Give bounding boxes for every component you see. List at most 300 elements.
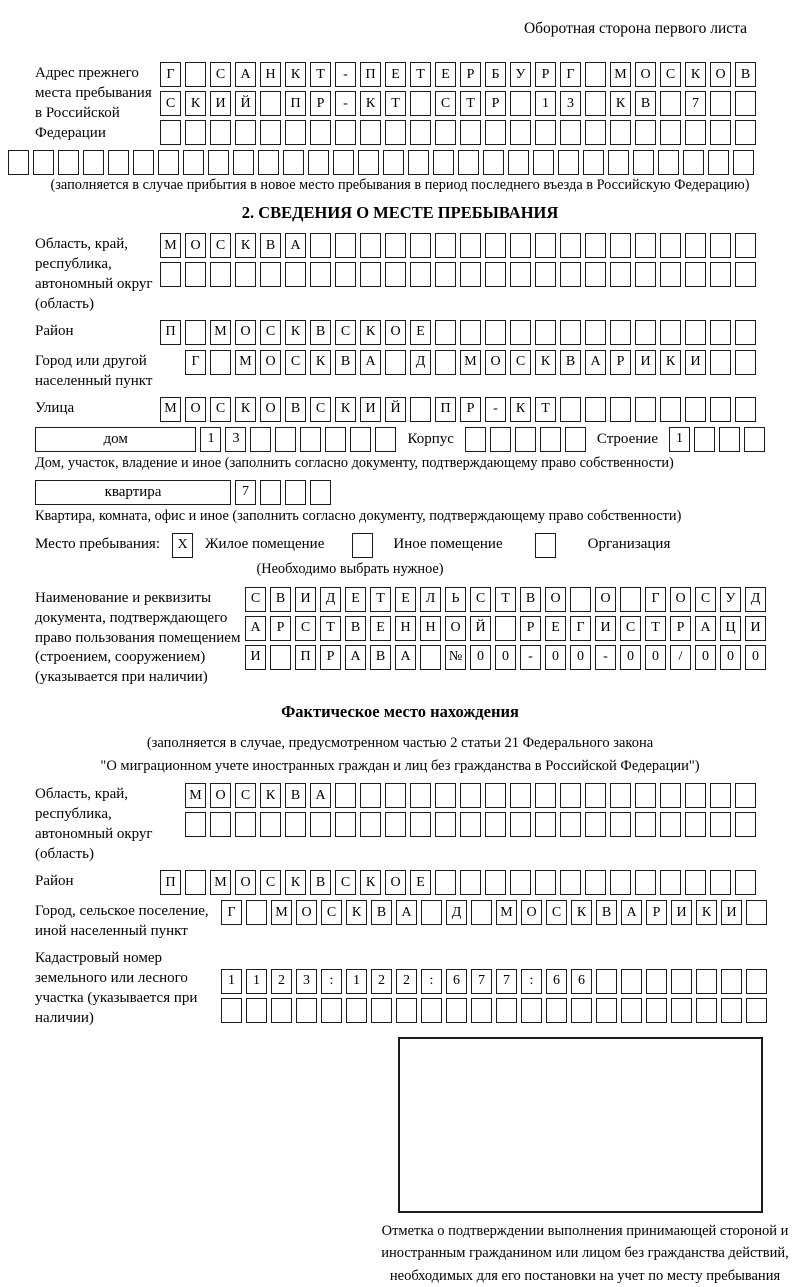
char-box — [385, 350, 406, 375]
char-box: И — [360, 397, 381, 422]
char-box — [510, 320, 531, 345]
char-box-row — [160, 120, 756, 145]
char-box: 2 — [271, 969, 292, 994]
char-box: О — [521, 900, 542, 925]
char-box: О — [635, 62, 656, 87]
char-box — [510, 262, 531, 287]
char-box — [383, 150, 404, 175]
char-box: И — [685, 350, 706, 375]
char-box — [460, 870, 481, 895]
char-box: 0 — [620, 645, 641, 670]
char-box: Г — [185, 350, 206, 375]
char-box: А — [360, 350, 381, 375]
char-box — [283, 150, 304, 175]
char-box: С — [470, 587, 491, 612]
char-box — [635, 262, 656, 287]
char-box-row — [160, 870, 756, 895]
char-box — [735, 783, 756, 808]
char-box — [360, 233, 381, 258]
char-box: С — [295, 616, 316, 641]
char-box: И — [635, 350, 656, 375]
char-box: Г — [221, 900, 242, 925]
char-box — [608, 150, 629, 175]
char-box — [296, 998, 317, 1023]
char-box: В — [285, 397, 306, 422]
char-box — [335, 233, 356, 258]
char-box — [685, 812, 706, 837]
char-box — [635, 320, 656, 345]
char-box — [560, 262, 581, 287]
char-box — [460, 233, 481, 258]
char-box: О — [235, 870, 256, 895]
char-box — [235, 262, 256, 287]
char-box: К — [360, 320, 381, 345]
char-box-row — [669, 427, 765, 452]
char-box: И — [721, 900, 742, 925]
char-box — [435, 233, 456, 258]
char-box: 7 — [235, 480, 256, 505]
char-box: Г — [560, 62, 581, 87]
char-box — [358, 150, 379, 175]
char-box: О — [185, 397, 206, 422]
char-box: К — [510, 397, 531, 422]
char-box — [710, 91, 731, 116]
char-box: О — [185, 233, 206, 258]
char-box: Т — [410, 62, 431, 87]
char-box: А — [695, 616, 716, 641]
char-box-row — [221, 998, 767, 1023]
char-box — [585, 783, 606, 808]
char-box — [210, 120, 231, 145]
char-box: К — [185, 91, 206, 116]
char-box — [310, 262, 331, 287]
char-box — [660, 812, 681, 837]
char-box: С — [260, 870, 281, 895]
char-box-row — [160, 233, 756, 258]
char-box — [735, 812, 756, 837]
char-box — [585, 62, 606, 87]
field-district — [35, 320, 765, 345]
char-box: С — [210, 397, 231, 422]
section3-note-line1: (заполняется в случае, предусмотренном частью 2 статьи 21 Федерального закона — [146, 735, 654, 752]
char-box — [710, 120, 731, 145]
char-box: № — [445, 645, 466, 670]
korpus-label: Корпус — [407, 430, 454, 447]
char-box — [710, 320, 731, 345]
char-box — [685, 320, 706, 345]
char-box-row — [160, 262, 756, 287]
char-box: И — [295, 587, 316, 612]
char-box: В — [560, 350, 581, 375]
field-street — [35, 397, 765, 422]
prev-address-caption: (заполняется в случае прибытия в новое место пребывания в период последнего въезда в Российскую Федерацию) — [50, 177, 750, 193]
char-box — [496, 998, 517, 1023]
char-box — [396, 998, 417, 1023]
char-box: / — [670, 645, 691, 670]
char-box — [435, 350, 456, 375]
char-box — [385, 120, 406, 145]
char-box: С — [695, 587, 716, 612]
char-box — [458, 150, 479, 175]
char-box: - — [485, 397, 506, 422]
char-box: О — [710, 62, 731, 87]
char-box — [335, 262, 356, 287]
char-box — [385, 812, 406, 837]
apartment-row — [35, 480, 765, 505]
char-box — [235, 120, 256, 145]
char-box: 1 — [669, 427, 690, 452]
char-box-row — [221, 900, 767, 925]
section2-title: 2. СВЕДЕНИЯ О МЕСТЕ ПРЕБЫВАНИЯ — [241, 203, 559, 222]
char-box — [535, 320, 556, 345]
char-box — [735, 120, 756, 145]
char-box — [535, 120, 556, 145]
char-box-row — [185, 783, 756, 808]
char-box — [610, 812, 631, 837]
char-box: - — [520, 645, 541, 670]
char-box — [433, 150, 454, 175]
char-box: : — [421, 969, 442, 994]
char-box: О — [445, 616, 466, 641]
char-box: О — [670, 587, 691, 612]
char-box — [660, 233, 681, 258]
char-box — [108, 150, 129, 175]
char-box — [746, 998, 767, 1023]
char-box — [721, 969, 742, 994]
district-label: Район — [35, 322, 74, 339]
char-box — [325, 427, 346, 452]
char-box: В — [310, 320, 331, 345]
char-box — [510, 812, 531, 837]
char-box — [420, 645, 441, 670]
char-box — [435, 870, 456, 895]
char-box — [410, 397, 431, 422]
char-box — [633, 150, 654, 175]
field-city-actual — [35, 900, 765, 942]
char-box: 6 — [571, 969, 592, 994]
char-box: М — [185, 783, 206, 808]
char-box: Е — [410, 320, 431, 345]
char-box — [610, 397, 631, 422]
char-box: С — [210, 62, 231, 87]
char-box — [646, 998, 667, 1023]
checkbox-organization — [535, 533, 556, 558]
char-box — [635, 783, 656, 808]
char-box: 0 — [695, 645, 716, 670]
char-box — [490, 427, 511, 452]
char-box: 1 — [346, 969, 367, 994]
char-box — [685, 783, 706, 808]
char-box — [735, 320, 756, 345]
option-residential-label: Жилое помещение — [205, 536, 325, 553]
char-box — [585, 812, 606, 837]
char-box — [210, 812, 231, 837]
char-box — [510, 233, 531, 258]
char-box: К — [660, 350, 681, 375]
char-box: 0 — [745, 645, 766, 670]
char-box — [485, 812, 506, 837]
char-box — [321, 998, 342, 1023]
char-box — [485, 120, 506, 145]
char-box-row — [160, 62, 756, 87]
stay-type-row — [35, 533, 765, 558]
char-box — [685, 397, 706, 422]
char-box: 6 — [546, 969, 567, 994]
char-box: С — [210, 233, 231, 258]
char-box-row — [200, 427, 396, 452]
char-box — [610, 120, 631, 145]
char-box — [585, 91, 606, 116]
char-box — [585, 120, 606, 145]
char-box: С — [546, 900, 567, 925]
char-box — [185, 262, 206, 287]
char-box — [495, 616, 516, 641]
char-box: К — [310, 350, 331, 375]
char-box — [360, 262, 381, 287]
char-box: - — [335, 62, 356, 87]
char-box: Д — [320, 587, 341, 612]
field-city — [35, 350, 765, 392]
stroenie-label: Строение — [596, 430, 658, 447]
char-box: В — [370, 645, 391, 670]
char-box — [300, 427, 321, 452]
char-box: С — [510, 350, 531, 375]
char-box — [610, 783, 631, 808]
char-box — [685, 233, 706, 258]
section3-title: Фактическое место нахождения — [281, 702, 519, 722]
char-box — [410, 812, 431, 837]
char-box: Е — [545, 616, 566, 641]
char-box: К — [260, 783, 281, 808]
char-box: С — [260, 320, 281, 345]
char-box — [410, 262, 431, 287]
char-box: П — [295, 645, 316, 670]
char-box: С — [310, 397, 331, 422]
char-box: Т — [320, 616, 341, 641]
char-box: 3 — [560, 91, 581, 116]
char-box: Д — [446, 900, 467, 925]
char-box — [260, 120, 281, 145]
char-box: П — [160, 870, 181, 895]
char-box — [33, 150, 54, 175]
char-box: - — [335, 91, 356, 116]
char-box — [710, 783, 731, 808]
char-box: 0 — [570, 645, 591, 670]
char-box — [208, 150, 229, 175]
char-box — [83, 150, 104, 175]
char-box — [508, 150, 529, 175]
prev-address-rows — [160, 62, 756, 145]
char-box — [560, 870, 581, 895]
char-box — [560, 320, 581, 345]
char-box-row — [235, 480, 331, 505]
char-box — [471, 998, 492, 1023]
char-box — [310, 120, 331, 145]
char-box — [646, 969, 667, 994]
region-label: Область, край, республика, автономный округ (область) — [35, 236, 153, 312]
char-box — [535, 812, 556, 837]
char-box — [510, 91, 531, 116]
city-label: Город или другой населенный пункт — [35, 352, 153, 389]
char-box: В — [596, 900, 617, 925]
char-box — [471, 900, 492, 925]
char-box — [435, 262, 456, 287]
char-box: П — [435, 397, 456, 422]
apartment-widebox: квартира — [35, 480, 231, 505]
char-box: Е — [345, 587, 366, 612]
char-box — [558, 150, 579, 175]
char-box — [660, 397, 681, 422]
char-box — [560, 783, 581, 808]
char-box: М — [460, 350, 481, 375]
char-box — [746, 900, 767, 925]
char-box — [635, 397, 656, 422]
char-box: Р — [610, 350, 631, 375]
char-box — [410, 783, 431, 808]
street-label: Улица — [35, 399, 75, 416]
char-box — [610, 870, 631, 895]
char-box: О — [260, 350, 281, 375]
char-box — [621, 998, 642, 1023]
char-box-row-overflow — [8, 150, 765, 175]
char-box: С — [620, 616, 641, 641]
char-box: 6 — [446, 969, 467, 994]
char-box — [275, 427, 296, 452]
char-box — [133, 150, 154, 175]
char-box: Ь — [445, 587, 466, 612]
char-box — [735, 233, 756, 258]
char-box — [435, 812, 456, 837]
apartment-caption: Квартира, комната, офис и иное (заполнить согласно документу, подтверждающему право собственности) — [35, 507, 682, 524]
char-box — [260, 480, 281, 505]
char-box: И — [210, 91, 231, 116]
char-box-row — [245, 587, 766, 612]
char-box: В — [520, 587, 541, 612]
char-box — [375, 427, 396, 452]
char-box: К — [235, 397, 256, 422]
char-box: Н — [260, 62, 281, 87]
char-box: О — [260, 397, 281, 422]
char-box — [335, 783, 356, 808]
char-box — [610, 320, 631, 345]
char-box: С — [335, 870, 356, 895]
char-box-row — [160, 320, 756, 345]
char-box-row — [160, 91, 756, 116]
char-box — [671, 998, 692, 1023]
char-box: 1 — [246, 969, 267, 994]
char-box: К — [571, 900, 592, 925]
char-box: У — [720, 587, 741, 612]
char-box: К — [696, 900, 717, 925]
stay-type-label: Место пребывания: — [35, 536, 160, 553]
char-box: К — [285, 320, 306, 345]
char-box — [660, 320, 681, 345]
char-box — [185, 320, 206, 345]
char-box: Л — [420, 587, 441, 612]
char-box — [535, 870, 556, 895]
char-box: О — [210, 783, 231, 808]
char-box: М — [235, 350, 256, 375]
char-box: К — [685, 62, 706, 87]
char-box — [610, 262, 631, 287]
char-box: Т — [495, 587, 516, 612]
char-box — [533, 150, 554, 175]
char-box: 3 — [296, 969, 317, 994]
char-box: И — [595, 616, 616, 641]
char-box: Т — [460, 91, 481, 116]
char-box: О — [595, 587, 616, 612]
char-box: В — [285, 783, 306, 808]
char-box — [385, 233, 406, 258]
house-widebox: дом — [35, 427, 196, 452]
char-box: С — [660, 62, 681, 87]
char-box: Е — [395, 587, 416, 612]
section3-note-line2: "О миграционном учете иностранных граждан и лиц без гражданства в Российской Федерации") — [100, 757, 700, 774]
char-box-row — [245, 645, 766, 670]
char-box — [333, 150, 354, 175]
char-box: Т — [535, 397, 556, 422]
char-box-row — [160, 397, 756, 422]
char-box: А — [245, 616, 266, 641]
char-box: В — [345, 616, 366, 641]
char-box — [560, 812, 581, 837]
char-box — [610, 233, 631, 258]
char-box — [635, 120, 656, 145]
char-box: А — [310, 783, 331, 808]
char-box: 1 — [221, 969, 242, 994]
char-box — [158, 150, 179, 175]
char-box — [585, 233, 606, 258]
char-box: Е — [385, 62, 406, 87]
char-box: 0 — [470, 645, 491, 670]
char-box: К — [235, 233, 256, 258]
char-box — [258, 150, 279, 175]
char-box: Р — [520, 616, 541, 641]
char-box — [710, 812, 731, 837]
char-box — [546, 998, 567, 1023]
char-box — [233, 150, 254, 175]
char-box — [435, 320, 456, 345]
page-side-note: Оборотная сторона первого листа — [523, 20, 747, 37]
char-box — [710, 350, 731, 375]
char-box: В — [310, 870, 331, 895]
char-box — [535, 233, 556, 258]
char-box — [246, 998, 267, 1023]
char-box: 0 — [545, 645, 566, 670]
char-box — [635, 812, 656, 837]
char-box: Ц — [720, 616, 741, 641]
field-document — [35, 587, 765, 689]
char-box: М — [160, 233, 181, 258]
char-box — [696, 969, 717, 994]
char-box — [708, 150, 729, 175]
char-box: О — [385, 320, 406, 345]
char-box: Г — [160, 62, 181, 87]
char-box — [335, 812, 356, 837]
char-box: И — [745, 616, 766, 641]
char-box — [185, 62, 206, 87]
char-box: А — [585, 350, 606, 375]
char-box — [585, 262, 606, 287]
char-box — [271, 998, 292, 1023]
char-box: Р — [320, 645, 341, 670]
char-box — [485, 262, 506, 287]
char-box — [585, 320, 606, 345]
char-box: Т — [310, 62, 331, 87]
char-box — [510, 783, 531, 808]
char-box — [435, 120, 456, 145]
char-box: Е — [410, 870, 431, 895]
